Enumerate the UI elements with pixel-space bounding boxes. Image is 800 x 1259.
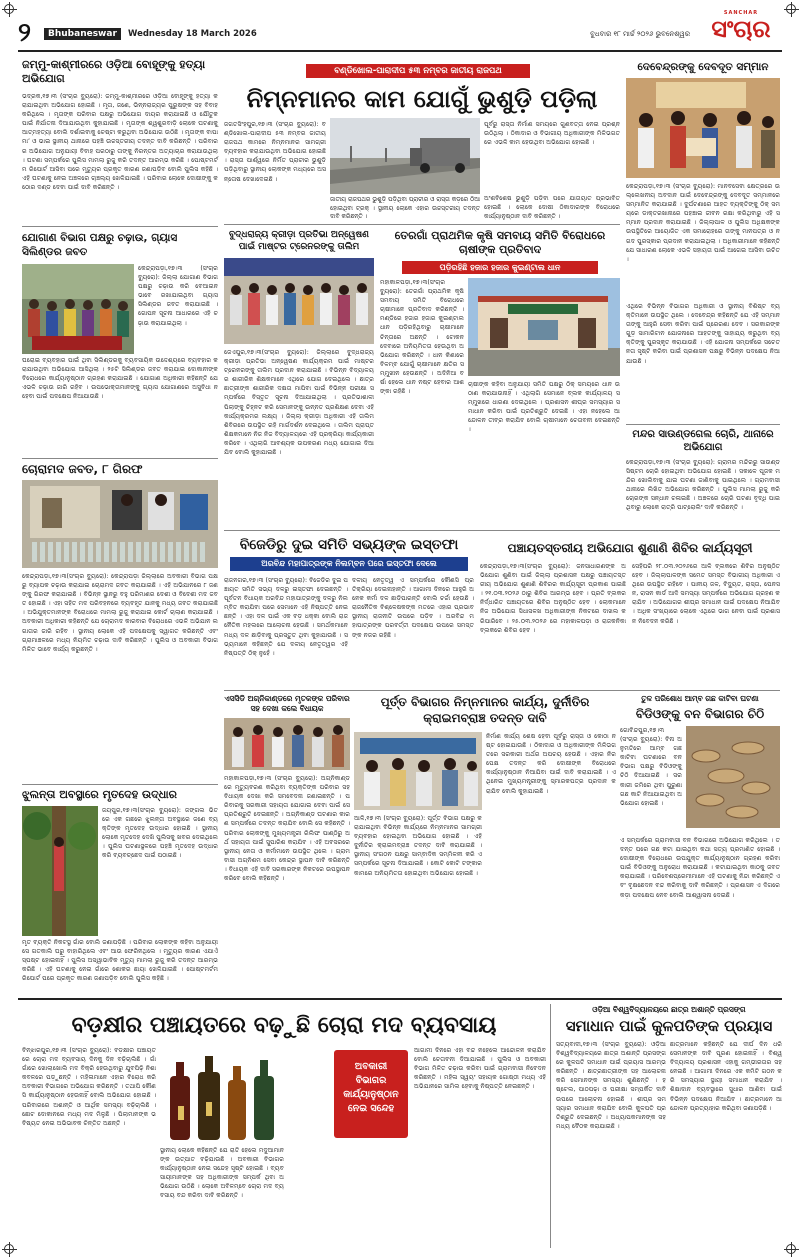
a6-subhead: ପଡ଼ିରହିଛି ହଜାର ହଜାର କୁଇଣ୍ଟାଲ ଧାନ: [402, 261, 598, 274]
a5-headline: ବୁଦ୍ଧରାଜ୍ୟ କ୍ରୀଡ଼ା ପ୍ରତିଭା ଅନ୍ୱେଷଣ ପାଇଁ ମାଷ୍ଟର ଟ୍ରେନରଙ୍କୁ ତାଲିମ: [229, 230, 369, 252]
a15-body: ସତ୍ୟବାଦୀ,୧୭।୩ (ସଂଚାର ବ୍ୟୁରୋ): ଓଡ଼ିଆ ବିଶ୍ୱବିଦ୍ୟାଳୟରେ ଛାତ୍ର ଅଶାନ୍ତି ପ୍ରସଙ୍ଗରେ କୁଳପତି ସମାଧାନ ପାଇଁ ପ୍ରୟାସ ଆରମ୍ଭ କରିଛନ୍ତି । ଛାତ୍ରଛାତ୍ରୀଙ୍କ ସହ ଆଲୋଚନା କରି ସେମାନଙ୍କ ସମସ୍ୟା ଶୁଣିଛନ୍ତି । ହଷ୍ଟେଲ, ପାଠପଢ଼ା ଓ ପରୀକ୍ଷା ସମ୍ପର୍କିତ ଦାବି ଉପରେ ଆଲୋଚନା ହୋଇଛି । ଶୀଘ୍ର ସମସ୍ୟାର ସମାଧାନ କରାଯିବ ବୋଲି କୁଳପତି ପ୍ରତିଶ୍ରୁତି ଦେଇଛନ୍ତି । ଅଧ୍ୟାପକମାନଙ୍କ ସହ ମଧ୍ୟ ବୈଠକ କରାଯାଇଛି ।: [556, 1041, 666, 1130]
a9-subhead: ଅରବିନ୍ଦ ମହାପାତ୍ରଙ୍କ ନିଲମ୍ବନ ପରେ ଇସ୍ତଫା ଦେଲେ: [230, 557, 468, 571]
page-number: ୨: [18, 18, 31, 48]
a7-body: କେନ୍ଦ୍ରାପଡ଼ା,୧୭।୩ (ସଂଚାର ବ୍ୟୁରୋ): ମାନବସେବା କ୍ଷେତ୍ରରେ ଉଲ୍ଲେଖନୀୟ ଅବଦାନ ପାଇଁ ଦେବେନ୍ଦ୍ରଙ୍କୁ ଦେବଦୂତ ସମ୍ମାନରେ ସମ୍ମାନିତ କରାଯାଇଛି । ଦୁର୍ଘଟଣାରେ ଆହତ ବ୍ୟକ୍ତିଙ୍କୁ ଠିକ୍ ସମୟରେ ଡାକ୍ତରଖାନାରେ ପହଞ୍ଚାଇ ଜୀବନ ରକ୍ଷା କରିଥିବାରୁ ଏହି ସମ୍ମାନ ପ୍ରଦାନ କରାଯାଇଛି । ଜିଲ୍ଲାପାଳ ଓ ପୁଲିସ ଅଧିକ୍ଷକଙ୍କ ଉପସ୍ଥିତିରେ ଆୟୋଜିତ ଏକ ସମାରୋହରେ ତାଙ୍କୁ ମାନପତ୍ର ଓ ନଗଦ ପୁରସ୍କାର ପ୍ରଦାନ କରାଯାଇଥିଲା । ଅଧିକାରୀମାନେ କହିଛନ୍ତି ଯେ ସାଧାରଣ ଲୋକେ ଏଭଳି ସହାୟତା ପାଇଁ ଆଗେଇ ଆସିବା ଉଚିତ ।: [626, 183, 780, 263]
a6-body: ମହାକାଳପଡ଼ା,୧୭।୩(ସଂଚାର ବ୍ୟୁରୋ): ତେରଗାଁ ପ୍ରାଥମିକ କୃଷି ସମବାୟ ସମିତି ବିରୋଧରେ ଚାଷୀମାନେ ପ୍ରତିବାଦ କରିଛନ୍ତି । ମଣ୍ଡିରେ ହଜାର ହଜାର କୁଇଣ୍ଟାଲ ଧାନ ପଡ଼ିରହିଥିବାରୁ ଚାଷୀମାନେ ଚିନ୍ତାରେ ଅଛନ୍ତି । ଟୋକନ ଦେବାରେ ଅନିୟମିତତା ହେଉଥିବା ଅଭିଯୋଗ କରିଛନ୍ତି । ଧାନ କିଣାରେ ବିଳମ୍ବ ଯୋଗୁଁ ଚାଷୀମାନେ କ୍ଷତିର ସମ୍ମୁଖୀନ ହେଉଛନ୍ତି । ଅଦିନିଆ ବର୍ଷା ହେଲେ ଧାନ ନଷ୍ଟ ହେବାର ଆଶଙ୍କା ରହିଛି ।: [380, 279, 464, 396]
brand-name: ସଂଚାର: [711, 15, 771, 43]
lead-photo: [330, 118, 480, 194]
a6-photo: [468, 278, 620, 376]
a2-photo: [22, 264, 134, 354]
a5-photo: [224, 258, 374, 344]
a14-body: ବିନ୍ଝାରପୁର,୧୭।୩ (ସଂଚାର ବ୍ୟୁରୋ): ବଡ଼କ୍ଷୀର ପଞ୍ଚାୟତରେ ଚୋରା ମଦ ବ୍ୟବସାୟ ଦିନକୁ ଦିନ ବଢ଼ିଚାଲିଛି । ଗାଁ ଗାଁରେ ଖୋଲାଖୋଲି ମଦ ବିକ୍ରି ହେଉଥିବାରୁ ଯୁବପିଢ଼ି ନିଶା କବଳରେ ପଡ଼ୁଛନ୍ତି । ମହିଳାମାନେ ଏହାର ବିରୋଧ କରି ଅବକାରୀ ବିଭାଗରେ ଅଭିଯୋଗ କରିଛନ୍ତି । ତଥାପି କୌଣସି କାର୍ଯ୍ୟାନୁଷ୍ଠାନ ହେଉନାହିଁ ବୋଲି ଅଭିଯୋଗ ହୋଇଛି । ପରିବାରରେ ଅଶାନ୍ତି ଓ ଆର୍ଥିକ ସମସ୍ୟା ବଢ଼ିଚାଲିଛି । ଛୋଟ ଦୋକାନରେ ମଧ୍ୟ ମଦ ମିଳୁଛି । ପିଲାମାନଙ୍କ ଭବିଷ୍ୟତ ନେଇ ଅଭିଭାବକ ଚିନ୍ତିତ ଅଛନ୍ତି ।: [22, 1047, 156, 1127]
lead-kicker: ବଣ୍ଡିଖୋଲ-ପାରାଦୀପ ୫୩ ନମ୍ବର ଜାତୀୟ ରାଜପଥ: [306, 64, 530, 78]
a1-headline: ଜମ୍ମୁ-କାଶ୍ମୀରରେ ଓଡ଼ିଆ ବୋହୂଙ୍କୁ ହତ୍ୟା ଅଭିଯୋଗ: [22, 58, 206, 85]
a13-body: ଗୋବିନ୍ଦପୁର,୧୭।୩ (ସଂଚାର ବ୍ୟୁରୋ): ବିନା ଅନୁମତିରେ ଆମ୍ବ ଗଛ କାଟିବା ଘଟଣାରେ ବନ ବିଭାଗ ପକ୍ଷରୁ ବିଡିଓଙ୍କୁ ଚିଠି ଦିଆଯାଇଛି । ସରକାରୀ ଜମିରେ ଥିବା ପୁରୁଣା ଗଛ କାଟି ନିଆଯାଇଥିବା ଅଭିଯୋଗ ହୋଇଛି ।: [620, 727, 682, 807]
a1-body: ଭଦ୍ରକ,୧୭।୩ (ସଂଚାର ବ୍ୟୁରୋ): ଜମ୍ମୁ-କାଶ୍ମୀରରେ ଓଡ଼ିଆ ବୋହୂଙ୍କୁ ହତ୍ୟା କରାଯାଇଥିବା ଅଭିଯୋଗ ହୋଇଛି । ମୃତା, ଜଣେ, ଭିନ୍ନରାଜ୍ୟର ପୁରୁଷଙ୍କ ସହ ବିବାହ କରିଥିଲେ । ମୃତାଙ୍କ ପରିବାର ପକ୍ଷରୁ ଅଭିଯୋଗ ଦାୟର କରାଯାଇଛି ଓ ଯୌତୁକ ପାଇଁ ନିର୍ଯାତନା ଦିଆଯାଉଥିବା କୁହାଯାଇଛି । ମୃତାଙ୍କ ଶ୍ୱଶୁରବାଡ଼ି ଲୋକେ ଘଟଣାକୁ ଆତ୍ମହତ୍ୟା ବୋଲି ଦର୍ଶାଇବାକୁ ଚେଷ୍ଟା କରୁଥିବା ଅଭିଯୋଗ ଉଠିଛି । ମୃତାଙ୍କ ବାପା ମା’ ଓ ଭାଇ ସ୍ଥାନୀୟ ଥାନାରେ ପହଞ୍ଚି ଉଚ୍ଚସ୍ତରୀୟ ତଦନ୍ତ ଦାବି କରିଛନ୍ତି । ପରିବାରର ଅଭିଯୋଗ ଅନୁଯାୟୀ ବିବାହ ପରଠାରୁ ତାଙ୍କୁ ନିରନ୍ତର ଅତ୍ୟାଚାର କରାଯାଉଥିଲା । ଘଟଣା ସମ୍ପର୍କରେ ପୁଲିସ ମାମଲା ରୁଜୁ କରି ତଦନ୍ତ ଆରମ୍ଭ କରିଛି । ପୋଷ୍ଟମର୍ଟମ ରିପୋର୍ଟ ଆସିବା ପରେ ମୃତ୍ୟୁର ପ୍ରକୃତ କାରଣ ଜଣାପଡ଼ିବ ବୋଲି ପୁଲିସ କହିଛି । ଏହି ଘଟଣାକୁ ନେଇ ଅଞ୍ଚଳରେ ଚାଞ୍ଚଲ୍ୟ ଖେଳିଯାଇଛି । ପରିବାର ଲୋକେ ଦୋଷୀଙ୍କୁ କଠୋର ଦଣ୍ଡ ଦେବା ପାଇଁ ଦାବି କରିଛନ୍ତି ।: [22, 93, 218, 191]
registration-mark-top-left: [4, 4, 14, 14]
a4-body: ଜୟପୁର,୧୭।୩(ସଂଚାର ବ୍ୟୁରୋ): ଜଙ୍ଗଲ ଭିତରେ ଏକ ଗଛରେ ଝୁଲନ୍ତା ଅବସ୍ଥାରେ ଜଣେ ବ୍ୟକ୍ତିଙ୍କ ମୃତଦେହ ଉଦ୍ଧାର ହୋଇଛି । ସ୍ଥାନୀୟ ଲୋକେ ମୃତଦେହ ଦେଖି ପୁଲିସକୁ ଖବର ଦେଇଥିଲେ । ପୁଲିସ ଘଟଣାସ୍ଥଳରେ ପହଞ୍ଚି ମୃତଦେହ ଉଦ୍ଧାର କରି ବ୍ୟବଚ୍ଛେଦ ପାଇଁ ପଠାଇଛି ।: [102, 807, 218, 860]
a4-photo: [22, 806, 98, 936]
date-english: Wednesday 18 March 2026: [128, 29, 257, 39]
a8-body: କେନ୍ଦ୍ରାପଡ଼ା,୧୭।୩ (ସଂଚାର ବ୍ୟୁରୋ): ଗ୍ରାମର ମନ୍ଦିରରୁ ସାଉଣ୍ଡ ସିଷ୍ଟମ ଚୋରି ହୋଇଥିବା ଅଭିଯୋଗ ହୋଇଛି । ସକାଳେ ପୂଜକ ମନ୍ଦିର ଖୋଲିବାକୁ ଯାଇ ଘଟଣା ଜାଣିବାକୁ ପାଇଥିଲେ । ଗ୍ରାମବାସୀ ଥାନାରେ ଲିଖିତ ଅଭିଯୋଗ କରିଛନ୍ତି । ପୁଲିସ ମାମଲା ରୁଜୁ କରି ଚୋରଙ୍କ ସନ୍ଧାନ ଚଳାଇଛି । ଅଞ୍ଚଳରେ ଚୋରି ଘଟଣା ବୃଦ୍ଧି ପାଇଥିବାରୁ ଲୋକେ ରାତ୍ରି ପାଟ୍ରୋଲିଂ ଦାବି କରିଛନ୍ତି ।: [626, 459, 780, 512]
a10-headline: ପଞ୍ଚାୟତସ୍ତରୀୟ ଅଭିଯୋଗ ଶୁଣାଣି ଶିବିର କାର୍ଯ୍ୟସୂଚୀ: [507, 541, 753, 555]
a7-headline: ଦେବେନ୍ଦ୍ରଙ୍କୁ ଦେବଦୂତ ସମ୍ମାନ: [637, 61, 769, 73]
a10-body: କେନ୍ଦ୍ରାପଡ଼ା,୧୭।୩(ସଂଚାର ବ୍ୟୁରୋ): ଜନସାଧାରଣଙ୍କ ଅଭିଯୋଗ ଶୁଣିବା ପାଇଁ ଜିଲ୍ଲା ପ୍ରଶାସନ ପକ୍ଷରୁ ପଞ୍ଚାୟତସ୍ତରୀୟ ଅଭିଯୋଗ ଶୁଣାଣି ଶିବିରର କାର୍ଯ୍ୟସୂଚୀ ପ୍ରକାଶ ପାଇଛି । ୨୧.୦୩.୨୦୨୬ ଠାରୁ ଶିବିର ଆରମ୍ଭ ହେବ । ପ୍ରତି ବ୍ଲକର ନିର୍ଦ୍ଧାରିତ ପଞ୍ଚାୟତରେ ଶିବିର ଅନୁଷ୍ଠିତ ହେବ । ଲୋକମାନେ ନିଜ ଅଭିଯୋଗ ସିଧାସଳଖ ଅଧିକାରୀଙ୍କ ନିକଟରେ ଦାଖଲ କରିପାରିବେ । ୨୫.୦୩.୨୦୨୬ ରେ ମହାକାଳପଡ଼ା ଓ ରାଜକନିକା ବ୍ଲକରେ ଶିବିର ହେବ ।: [480, 563, 626, 634]
a12-body: ଆଳି,୧୭।୩ (ସଂଚାର ବ୍ୟୁରୋ): ପୂର୍ତ୍ତ ବିଭାଗ ପକ୍ଷରୁ କରାଯାଇଥିବା ବିଭିନ୍ନ କାର୍ଯ୍ୟରେ ନିମ୍ନମାନର ସାମଗ୍ରୀ ବ୍ୟବହାର ହୋଇଥିବା ଅଭିଯୋଗ ହୋଇଛି । ଏହି ଦୁର୍ନୀତିର କ୍ରାଇମବ୍ରାଞ୍ଚ ତଦନ୍ତ ଦାବି କରାଯାଇଛି । ସ୍ଥାନୀୟ ସଂଗଠନ ପକ୍ଷରୁ ସାମ୍ବାଦିକ ସମ୍ମିଳନୀ କରି ଏ ସମ୍ପର୍କରେ ସୂଚନା ଦିଆଯାଇଛି । କୋଟି କୋଟି ଟଙ୍କାର କାମରେ ଅନିୟମିତତା ହୋଇଥିବା ଅଭିଯୋଗ ହୋଇଛି ।: [354, 815, 482, 877]
a14-body2: ସ୍ଥାନୀୟ ଲୋକେ କହିଛନ୍ତି ଯେ ରାତି ହେଲେ ମଦୁଆମାନଙ୍କ ଉତ୍ପାତ ବଢ଼ିଯାଉଛି । ଅବକାରୀ ବିଭାଗର କାର୍ଯ୍ୟାନୁଷ୍ଠାନ ନେଇ ସନ୍ଦେହ ସୃଷ୍ଟି ହୋଇଛି । ବ୍ୟବସାୟୀମାନଙ୍କ ସହ ଅଧିକାରୀଙ୍କ ସମ୍ପର୍କ ଥିବା ଅଭିଯୋଗ ଉଠିଛି । ଲୋକେ ଅବିଳମ୍ବେ ଚୋରା ମଦ ବ୍ୟବସାୟ ବନ୍ଦ କରିବା ଦାବି କରିଛନ୍ତି ।: [160, 1147, 284, 1200]
a2-body: କେନ୍ଦ୍ରାପଡ଼ା,୧୭।୩ (ସଂଚାର ବ୍ୟୁରୋ): ଜିଲ୍ଲା ଯୋଗାଣ ବିଭାଗ ପକ୍ଷରୁ ଚଢ଼ାଉ କରି ବେଆଇନ ଭାବେ ରଖାଯାଇଥିବା ଗ୍ୟାସ ସିଲିଣ୍ଡର ଜବତ କରାଯାଇଛି । ଗୋପନ ସୂଚନା ଆଧାରରେ ଏହି ଚଢ଼ାଉ କରାଯାଇଥିଲା ।: [138, 265, 218, 327]
a12-body2: ନିର୍ମାଣ କାର୍ଯ୍ୟ ଶେଷ ହେବା ପୂର୍ବରୁ ରାସ୍ତା ଓ କୋଠା ନଷ୍ଟ ହୋଇଯାଉଛି । ଠିକାଦାର ଓ ଅଧିକାରୀଙ୍କ ମିଳିଭଗତରେ ସରକାରୀ ଅର୍ଥର ଅପଚୟ ହେଉଛି । ଏହାର ନିରପେକ୍ଷ ତଦନ୍ତ କରି ଦୋଷୀଙ୍କ ବିରୋଧରେ କାର୍ଯ୍ୟାନୁଷ୍ଠାନ ନିଆଯିବା ପାଇଁ ଦାବି କରାଯାଇଛି । ଏଥିନେଇ ମୁଖ୍ୟମନ୍ତ୍ରୀଙ୍କୁ ସ୍ମାରକପତ୍ର ପ୍ରଦାନ କରାଯିବ ବୋଲି କୁହାଯାଇଛି ।: [486, 733, 616, 795]
a9-body2: ଦଳୀୟ ନେତୃତ୍ୱ ଏ ସମ୍ପର୍କରେ କୌଣସି ପ୍ରତିକ୍ରିୟା ଦେଇନାହାନ୍ତି । ଆଗାମୀ ଦିନରେ ଆହୁରି ଅନେକ କର୍ମୀ ଦଳ ଛାଡ଼ିପାରନ୍ତି ବୋଲି ଚର୍ଚ୍ଚା ହେଉଛି । ରାଜନୈତିକ ବିଶ୍ଳେଷକଙ୍କ ମତରେ ଏହାର ପ୍ରଭାବ ସ୍ଥାନୀୟ ରାଜନୀତି ଉପରେ ପଡ଼ିବ । ଅରବିନ୍ଦ ମହାପାତ୍ରଙ୍କ ପରବର୍ତ୍ତୀ ପଦକ୍ଷେପ ଉପରେ ସମସ୍ତଙ୍କ ନଜର ରହିଛି ।: [352, 577, 474, 639]
a15-kicker: ଓଡ଼ିଆ ବିଶ୍ୱବିଦ୍ୟାଳୟରେ ଛାତ୍ର ଅଶାନ୍ତି ପ୍ରସଙ୍ଗ: [592, 1005, 746, 1014]
a3-headline: ଚୋରାମଦ ଜବତ, ୮ ଗିରଫ: [22, 462, 143, 476]
lead-body2: ପୂର୍ବରୁ ରାସ୍ତା ନିର୍ମାଣ ସମୟରେ ଗୁଣବତ୍ତା ନେଇ ପ୍ରଶ୍ନ ଉଠିଥିଲା । ଠିକାଦାର ଓ ବିଭାଗୀୟ ଅଧିକାରୀଙ୍କ ମିଳିଭଗତରେ ଏଭଳି କାମ ହେଉଥିବା ଅଭିଯୋଗ ହୋଇଛି ।: [484, 121, 620, 147]
date-odia: ବୁଧବାର ୧୮ ମାର୍ଚ୍ଚ ୨୦୨୬ ଭୁବନେଶ୍ୱର: [590, 30, 690, 38]
a7-body2: ଏଥିରେ ବିଭିନ୍ନ ବିଭାଗର ଅଧିକାରୀ ଓ ସ୍ଥାନୀୟ ବିଶିଷ୍ଟ ବ୍ୟକ୍ତିମାନେ ଉପସ୍ଥିତ ଥିଲେ । ଦେବେନ୍ଦ୍ର କହିଛନ୍ତି ଯେ ଏହି ସମ୍ମାନ ତାଙ୍କୁ ଆହୁରି ସେବା କରିବା ପାଇଁ ପ୍ରେରଣା ଦେବ । ସରକାରଙ୍କ ଗୁଡ଼ ସାମାରିଟାନ ଯୋଜନାରେ ଆହତଙ୍କୁ ସାହାଯ୍ୟ କରୁଥିବା ବ୍ୟକ୍ତିଙ୍କୁ ପୁରସ୍କୃତ କରାଯାଉଛି । ଏହି ଯୋଜନା ସମ୍ପର୍କରେ ସଚେତନତା ସୃଷ୍ଟି କରିବା ପାଇଁ ପ୍ରଶାସନ ପକ୍ଷରୁ ବିଭିନ୍ନ ପଦକ୍ଷେପ ନିଆଯାଉଛି ।: [626, 303, 780, 365]
a11-headline: ଏସସିଡି ଅଗ୍ନିକାଣ୍ଡରେ ମୃତକଙ୍କ ପରିବାର ସହ ଦେଖା କଲେ ବିଧାୟକ: [224, 694, 350, 713]
a3-body: କେନ୍ଦ୍ରାପଡ଼ା,୧୭।୩(ସଂଚାର ବ୍ୟୁରୋ): କେନ୍ଦ୍ରାପଡ଼ା ଜିଲ୍ଲାରେ ଅବକାରୀ ବିଭାଗ ପକ୍ଷରୁ ବ୍ୟାପକ ଚଢ଼ାଉ କରାଯାଇ ଚୋରାମଦ ଜବତ କରାଯାଇଛି । ଏହି ଅଭିଯାନରେ ୮ ଜଣଙ୍କୁ ଗିରଫ କରାଯାଇଛି । ବିଭିନ୍ନ ସ୍ଥାନରୁ ବହୁ ପରିମାଣର ଦେଶୀ ଓ ବିଦେଶୀ ମଦ ଜବତ ହୋଇଛି । ଏହା ସହିତ ମଦ ପରିବହନରେ ବ୍ୟବହୃତ ଯାନକୁ ମଧ୍ୟ ଜବତ କରାଯାଇଛି । ଅଭିଯୁକ୍ତମାନଙ୍କ ବିରୋଧରେ ମାମଲା ରୁଜୁ କରାଯାଇ କୋର୍ଟ ଚାଲାଣ କରାଯାଇଛି । ଅବକାରୀ ଅଧିକାରୀ କହିଛନ୍ତି ଯେ ଚୋରାମଦ କାରବାର ବିରୋଧରେ ଏଭଳି ଅଭିଯାନ ଲଗାତାର ଜାରି ରହିବ । ସ୍ଥାନୀୟ ଲୋକେ ଏହି ପଦକ୍ଷେପକୁ ସ୍ୱାଗତ କରିଛନ୍ତି ଏବଂ ଗ୍ରାମାଞ୍ଚଳରେ ମଧ୍ୟ ନିୟମିତ ଚଢ଼ାଉ ଦାବି କରିଛନ୍ତି । ପୁଲିସ ଓ ଅବକାରୀ ବିଭାଗ ମିଳିତ ଭାବେ କାର୍ଯ୍ୟ କରୁଛନ୍ତି ।: [22, 573, 218, 653]
lead-headline: ନିମ୍ନମାନର କାମ ଯୋଗୁଁ ଭୁଶୁଡ଼ି ପଡ଼ିଲା: [246, 85, 598, 113]
a14-headline: ବଡ଼କ୍ଷୀର ପଞ୍ଚାୟତରେ ବଢ଼ୁଛି ଚୋରା ମଦ ବ୍ୟବସାୟ: [71, 1013, 497, 1038]
a15-body2: ଛାତ୍ରମାନେ କହିଛନ୍ତି ଯେ ଦୀର୍ଘ ଦିନ ଧରି ସେମାନଙ୍କ ଦାବି ପୂରଣ ହୋଇନାହିଁ । ବିଶ୍ୱବିଦ୍ୟାଳୟ ପ୍ରଶାସନ ଏହାକୁ ଗମ୍ଭୀରତାର ସହ ନେଇଛି । ଆଗାମୀ ଦିନରେ ଏକ କମିଟି ଗଠନ କରି ସମସ୍ୟାର ସ୍ଥାୟୀ ସମାଧାନ କରାଯିବ । ଶିକ୍ଷାଦାନ ବ୍ୟବସ୍ଥାରେ ସୁଧାର ଆଣିବା ପାଇଁ ବିଭିନ୍ନ ପଦକ୍ଷେପ ନିଆଯିବ । ଛାତ୍ରମାନେ ଆନ୍ଦୋଳନ ପ୍ରତ୍ୟାହାର କରିଥିବା ଜଣାପଡ଼ିଛି ।: [670, 1041, 782, 1112]
a9-headline: ବିଜେଡିରୁ ଦୁଇ ସମିତି ସଭ୍ୟଙ୍କ ଇସ୍ତଫା: [239, 537, 459, 553]
lead-caption: ଜାତୀୟ ରାଜପଥର ଭୁଶୁଡ଼ି ପଡ଼ିଥିବା ପ୍ରାଚୀର ଓ ରାସ୍ତା କଡ଼ରେ ଠିଆ ହୋଇଥିବା ଟ୍ରକ୍ । ସ୍ଥାନୀୟ ଲୋକେ ଏହାର ଉଚ୍ଚସ୍ତରୀୟ ତଦନ୍ତ ଦାବି କରିଛନ୍ତି ।: [330, 196, 480, 220]
a10-body2: ସେହିପରି ୨୮.୦୩.୨୦୨୬ରେ ଆଳି ବ୍ଲକରେ ଶିବିର ଅନୁଷ୍ଠିତ ହେବ । ଜିଲ୍ଲାପାଳଙ୍କ ସମେତ ସମସ୍ତ ବିଭାଗୀୟ ଅଧିକାରୀ ଏଥିରେ ଉପସ୍ଥିତ ରହିବେ । ପାନୀୟ ଜଳ, ବିଦ୍ୟୁତ, ରାସ୍ତା, ପେନସନ, ରାସନ କାର୍ଡ ଆଦି ସମସ୍ୟା ସମ୍ପର୍କରେ ଅଭିଯୋଗ ଗ୍ରହଣ କରାଯିବ । ଅଭିଯୋଗର ଶୀଘ୍ର ସମାଧାନ ପାଇଁ ପଦକ୍ଷେପ ନିଆଯିବ । ଅଧିକ ସଂଖ୍ୟାରେ ଲୋକେ ଏଥିରେ ଭାଗ ନେବା ପାଇଁ ପ୍ରଶାସନ ନିବେଦନ କରିଛି ।: [632, 563, 780, 625]
a13-headline: ବିଡିଓଙ୍କୁ ବନ ବିଭାଗର ଚିଠି: [635, 707, 765, 721]
lead-body1: ଜଗତସିଂହପୁର,୧୭।୩ (ସଂଚାର ବ୍ୟୁରୋ): ବଣ୍ଡିଖୋଲ-ପାରାଦୀପ ୫୩ ନମ୍ବର ଜାତୀୟ ରାଜପଥ କାମରେ ନିମ୍ନମାନର ସାମଗ୍ରୀ ବ୍ୟବହାର କରାଯାଉଥିବା ଅଭିଯୋଗ ହୋଇଛି । ରାସ୍ତା ପାର୍ଶ୍ୱରେ ନିର୍ମିତ ପ୍ରାଚୀର ଭୁଶୁଡ଼ି ପଡ଼ିଥିବାରୁ ସ୍ଥାନୀୟ ଲୋକଙ୍କ ମଧ୍ୟରେ ଅସନ୍ତୋଷ ଦେଖାଦେଇଛି ।: [224, 121, 326, 183]
a14-body3: ଆଗାମୀ ଦିନରେ ଏହା ବନ୍ଦ ନହେଲେ ଆନ୍ଦୋଳନ କରାଯିବ ବୋଲି ଚେତାବନୀ ଦିଆଯାଇଛି । ପୁଲିସ ଓ ଅବକାରୀ ବିଭାଗ ମିଳିତ ଚଢ଼ାଉ କରିବା ପାଇଁ ଗ୍ରାମବାସୀ ନିବେଦନ କରିଛନ୍ତି । ମହିଳା ସ୍ୱୟଂ ସହାୟକ ଗୋଷ୍ଠୀ ମଧ୍ୟ ଏହି ଅଭିଯାନରେ ସାମିଲ ହେବାକୁ ନିଷ୍ପତ୍ତି ନେଇଛନ୍ତି ।: [414, 1047, 546, 1091]
a13-photo: [686, 726, 780, 828]
a12-headline: ପୂର୍ତ୍ତ ବିଭାଗର ନିମ୍ନମାନର କାର୍ଯ୍ୟ, ଦୁର୍ନୀତିର କ୍ରାଇମବ୍ରାଞ୍ଚ ତଦନ୍ତ ଦାବି: [380, 695, 590, 725]
edition-label: Bhubaneswar: [44, 28, 121, 40]
a14-box: ଅବକାରୀ ବିଭାଗର କାର୍ଯ୍ୟାନୁଷ୍ଠାନ ନେଇ ସନ୍ଦେହ: [334, 1050, 408, 1138]
a12-photo: [354, 732, 482, 810]
a7-photo: [626, 78, 780, 178]
a13-kicker: ତୁଳ ପରିଶୋଧ ଆମ୍ବ ଗଛ କାଟିବା ଘଟଣା: [641, 694, 759, 703]
a3-photo: [22, 480, 218, 568]
a11-photo: [224, 718, 350, 770]
a8-headline: ମନ୍ଦର ସାଉଣ୍ଡଗେଲ ଚୋରି, ଥାନାରେ ଅଭିଯୋଗ: [632, 429, 774, 453]
brand-logo: [700, 10, 782, 48]
a15-headline: ସମାଧାନ ପାଇଁ କୁଳପତିଙ୍କ ପ୍ରୟାସ: [565, 1017, 773, 1035]
registration-mark-top-right: [786, 4, 796, 14]
a2-body2: ଘରୋଇ ବ୍ୟବହାର ପାଇଁ ଥିବା ସିଲିଣ୍ଡରକୁ ବ୍ୟବସାୟିକ ଉଦ୍ଦେଶ୍ୟରେ ବ୍ୟବହାର କରାଯାଉଥିବା ଅଭିଯୋଗ ଆସିଥିଲା । ୨୫ଟି ସିଲିଣ୍ଡର ଜବତ କରାଯାଇ ଦୋକାନୀଙ୍କ ବିରୋଧରେ କାର୍ଯ୍ୟାନୁଷ୍ଠାନ ଗ୍ରହଣ କରାଯାଇଛି । ଯୋଗାଣ ଅଧିକାରୀ କହିଛନ୍ତି ଯେ ଏଭଳି ଚଢ଼ାଉ ଜାରି ରହିବ । ଉପଭୋକ୍ତାମାନଙ୍କୁ ଗ୍ୟାସ ଯୋଗାଣରେ ଅସୁବିଧା ନହେବା ପାଇଁ ପଦକ୍ଷେପ ନିଆଯାଉଛି ।: [22, 357, 218, 401]
a5-body: ଜେଏପୁର,୧୭।୩(ସଂଚାର ବ୍ୟୁରୋ): ଜିଲ୍ଲାରେ ବୁଦ୍ଧରାଜ୍ୟ କ୍ରୀଡ଼ା ପ୍ରତିଭା ଅନ୍ୱେଷଣ କାର୍ଯ୍ୟକ୍ରମ ପାଇଁ ମାଷ୍ଟର ଟ୍ରେନରଙ୍କୁ ତାଲିମ ପ୍ରଦାନ କରାଯାଇଛି । ବିଭିନ୍ନ ବିଦ୍ୟାଳୟର ଶାରୀରିକ ଶିକ୍ଷକମାନେ ଏଥିରେ ଯୋଗ ଦେଇଥିଲେ । ଛାତ୍ରଛାତ୍ରୀଙ୍କ ଶାରୀରିକ ଦକ୍ଷତା ମାପିବା ପାଇଁ ବିଭିନ୍ନ ପରୀକ୍ଷା ସମ୍ପର୍କରେ ବିସ୍ତୃତ ସୂଚନା ଦିଆଯାଇଥିଲା । ପ୍ରତିଭାଶାଳୀ ପିଲାଙ୍କୁ ଚିହ୍ନଟ କରି ସେମାନଙ୍କୁ ଉନ୍ନତ ପ୍ରଶିକ୍ଷଣ ଦେବା ଏହି କାର୍ଯ୍ୟକ୍ରମର ଲକ୍ଷ୍ୟ । ଜିଲ୍ଲା କ୍ରୀଡ଼ା ଅଧିକାରୀ ଏହି ତାଲିମ ଶିବିରରେ ଉପସ୍ଥିତ ରହି ମାର୍ଗଦର୍ଶନ ଦେଇଥିଲେ । ତାଲିମ ପ୍ରାପ୍ତ ଶିକ୍ଷକମାନେ ନିଜ ନିଜ ବିଦ୍ୟାଳୟରେ ଏହି ପ୍ରକ୍ରିୟା କାର୍ଯ୍ୟକାରୀ କରିବେ । ଏଥିଲାଗି ଆବଶ୍ୟକ ଉପକରଣ ମଧ୍ୟ ଯୋଗାଇ ଦିଆଯିବ ବୋଲି କୁହାଯାଇଛି ।: [224, 349, 374, 457]
a4-headline: ଝୁଲନ୍ତା ଅବସ୍ଥାରେ ମୃତଦେହ ଉଦ୍ଧାର: [22, 788, 177, 801]
a11-body: ମହାକାଳପଡ଼ା,୧୭।୩ (ସଂଚାର ବ୍ୟୁରୋ): ଅଗ୍ନିକାଣ୍ଡରେ ମୃତ୍ୟୁବରଣ କରିଥିବା ବ୍ୟକ୍ତିଙ୍କ ପରିବାର ସହ ବିଧାୟକ ଦେଖା କରି ସମବେଦନା ଜଣାଇଛନ୍ତି । ପରିବାରକୁ ସରକାରୀ ସହାୟତା ଯୋଗାଇ ଦେବା ପାଇଁ ସେ ପ୍ରତିଶ୍ରୁତି ଦେଇଛନ୍ତି । ଅଗ୍ନିକାଣ୍ଡ ଘଟଣାର କାରଣ ସମ୍ପର୍କରେ ତଦନ୍ତ କରାଯିବ ବୋଲି ସେ କହିଛନ୍ତି । ପରିବାର ଲୋକଙ୍କୁ ମୁଖ୍ୟମନ୍ତ୍ରୀ ରିଲିଫ ପାଣ୍ଠିରୁ ଅର୍ଥ ସହାୟତା ପାଇଁ ସୁପାରିଶ କରାଯିବ । ଏହି ଅବସରରେ ସ୍ଥାନୀୟ ନେତା ଓ କର୍ମୀମାନେ ଉପସ୍ଥିତ ଥିଲେ । ଗ୍ରାମବାସୀ ଅଗ୍ନିଶମ ସେବା କେନ୍ଦ୍ର ସ୍ଥାପନ ଦାବି କରିଛନ୍ତି । ବିଧାୟକ ଏହି ଦାବି ସରକାରଙ୍କ ନିକଟରେ ଉପସ୍ଥାପନ କରିବେ ବୋଲି କହିଛନ୍ତି ।: [224, 775, 350, 883]
a2-headline: ଯୋଗାଣ ବିଭାଗ ପକ୍ଷରୁ ଚଢ଼ାଉ, ଗ୍ୟାସ ସିଲିଣ୍ଡର ଜବତ: [22, 232, 178, 258]
a6-body2: ଚାଷୀଙ୍କ କହିବା ଅନୁଯାୟୀ ସମିତି ପକ୍ଷରୁ ଠିକ୍ ସମୟରେ ଧାନ ଉଠାଣ କରାଯାଉନାହିଁ । ଏଥିଲାଗି ସେମାନେ ବ୍ଲକ କାର୍ଯ୍ୟାଳୟ ସମ୍ମୁଖରେ ଧାରଣା ଦେଇଥିଲେ । ପ୍ରଶାସନ ଶୀଘ୍ର ସମସ୍ୟାର ସମାଧାନ କରିବା ପାଇଁ ପ୍ରତିଶ୍ରୁତି ଦେଇଛି । ଏହା ନହେଲେ ଆନ୍ଦୋଳନ ତୀବ୍ର କରାଯିବ ବୋଲି ଚାଷୀମାନେ ଚେତାବନୀ ଦେଇଛନ୍ତି ।: [468, 381, 620, 434]
lead-body3: ଅଂଶବିଶେଷ ଭୁଶୁଡ଼ି ପଡ଼ିବା ପରେ ଯାତାୟାତ ପ୍ରଭାବିତ ହୋଇଛି । ଲୋକେ ଦୋଷୀ ଠିକାଦାରଙ୍କ ବିରୋଧରେ କାର୍ଯ୍ୟାନୁଷ୍ଠାନ ଦାବି କରିଛନ୍ତି ।: [484, 195, 620, 221]
masthead: [18, 10, 782, 52]
a6-headline: ତେରଗାଁ ପ୍ରାଥମିକ କୃଷି ସମବାୟ ସମିତି ବିରୋଧରେ ଚାଷୀଙ୍କ ପ୍ରତିବାଦ: [394, 229, 606, 256]
brand-small: SANCHAR: [723, 10, 759, 16]
a9-body: ରାଜନଗର,୧୭।୩ (ସଂଚାର ବ୍ୟୁରୋ): ବିଜେଡିର ଦୁଇ ପଞ୍ଚାୟତ ସମିତି ସଭ୍ୟ ଦଳରୁ ଇସ୍ତଫା ଦେଇଛନ୍ତି । ପୂର୍ବତନ ବିଧାୟକ ଅରବିନ୍ଦ ମହାପାତ୍ରଙ୍କୁ ଦଳରୁ ନିଲମ୍ବିତ କରାଯିବା ପରେ ସେମାନେ ଏହି ନିଷ୍ପତ୍ତି ନେଇଛନ୍ତି । ଏହା ଦଳ ପାଇଁ ଏକ ବଡ଼ ଧକ୍କା ବୋଲି ରାଜନୈତିକ ମହଲରେ ଆଲୋଚନା ହେଉଛି । ସମର୍ଥକମାନେ ମଧ୍ୟ ଦଳ ଛାଡ଼ିବାକୁ ପ୍ରସ୍ତୁତ ଥିବା କୁହାଯାଉଛି । ସଭ୍ୟମାନେ କହିଛନ୍ତି ଯେ ଦଳୀୟ ନେତୃତ୍ୱର ଏହି ନିଷ୍ପତ୍ତି ଠିକ୍ ନୁହେଁ ।: [224, 577, 348, 657]
a4-body2: ମୃତ ବ୍ୟକ୍ତି ନିକଟସ୍ଥ ଗାଁର ବୋଲି ଜଣାପଡ଼ିଛି । ପରିବାର ଲୋକଙ୍କ କହିବା ଅନୁଯାୟୀ ସେ ଗତକାଲି ଘରୁ ବାହାରିଥିଲେ ଏବଂ ଆଉ ଫେରିନଥିଲେ । ମୃତ୍ୟୁର କାରଣ ଏଯାଏଁ ସ୍ପଷ୍ଟ ହୋଇନାହିଁ । ପୁଲିସ ଅସ୍ୱାଭାବିକ ମୃତ୍ୟୁ ମାମଲା ରୁଜୁ କରି ତଦନ୍ତ ଆରମ୍ଭ କରିଛି । ଏହି ଘଟଣାକୁ ନେଇ ଗାଁରେ ଶୋକର ଛାୟା ଖେଳିଯାଇଛି । ପୋଷ୍ଟମର୍ଟମ ରିପୋର୍ଟ ପରେ ପ୍ରକୃତ କାରଣ ଜଣାପଡ଼ିବ ବୋଲି ପୁଲିସ କହିଛି ।: [22, 939, 218, 983]
a13-body2: ଏ ସମ୍ପର୍କରେ ଗ୍ରାମବାସୀ ବନ ବିଭାଗରେ ଅଭିଯୋଗ କରିଥିଲେ । ତଦନ୍ତ ପରେ ଗଛ କଟା ଯାଇଥିବା କଥା ସତ୍ୟ ପ୍ରମାଣିତ ହୋଇଛି । ଦୋଷୀଙ୍କ ବିରୋଧରେ ଉପଯୁକ୍ତ କାର୍ଯ୍ୟାନୁଷ୍ଠାନ ଗ୍ରହଣ କରିବା ପାଇଁ ବିଡିଓଙ୍କୁ ଅନୁରୋଧ କରାଯାଇଛି । କଟାଯାଇଥିବା କାଠକୁ ଜବତ କରାଯାଇଛି । ପରିବେଶପ୍ରେମୀମାନେ ଏହି ଘଟଣାକୁ ନିନ୍ଦା କରିଛନ୍ତି ଏବଂ ବୃକ୍ଷଛେଦନ ବନ୍ଦ କରିବାକୁ ଦାବି କରିଛନ୍ତି । ପ୍ରଶାସନ ଏ ଦିଗରେ କଡ଼ା ପଦକ୍ଷେପ ନେବ ବୋଲି ଆଶ୍ୱାସନା ଦେଇଛି ।: [620, 837, 780, 899]
registration-mark-bottom-right: [786, 1244, 796, 1254]
registration-mark-bottom-left: [4, 1244, 14, 1254]
